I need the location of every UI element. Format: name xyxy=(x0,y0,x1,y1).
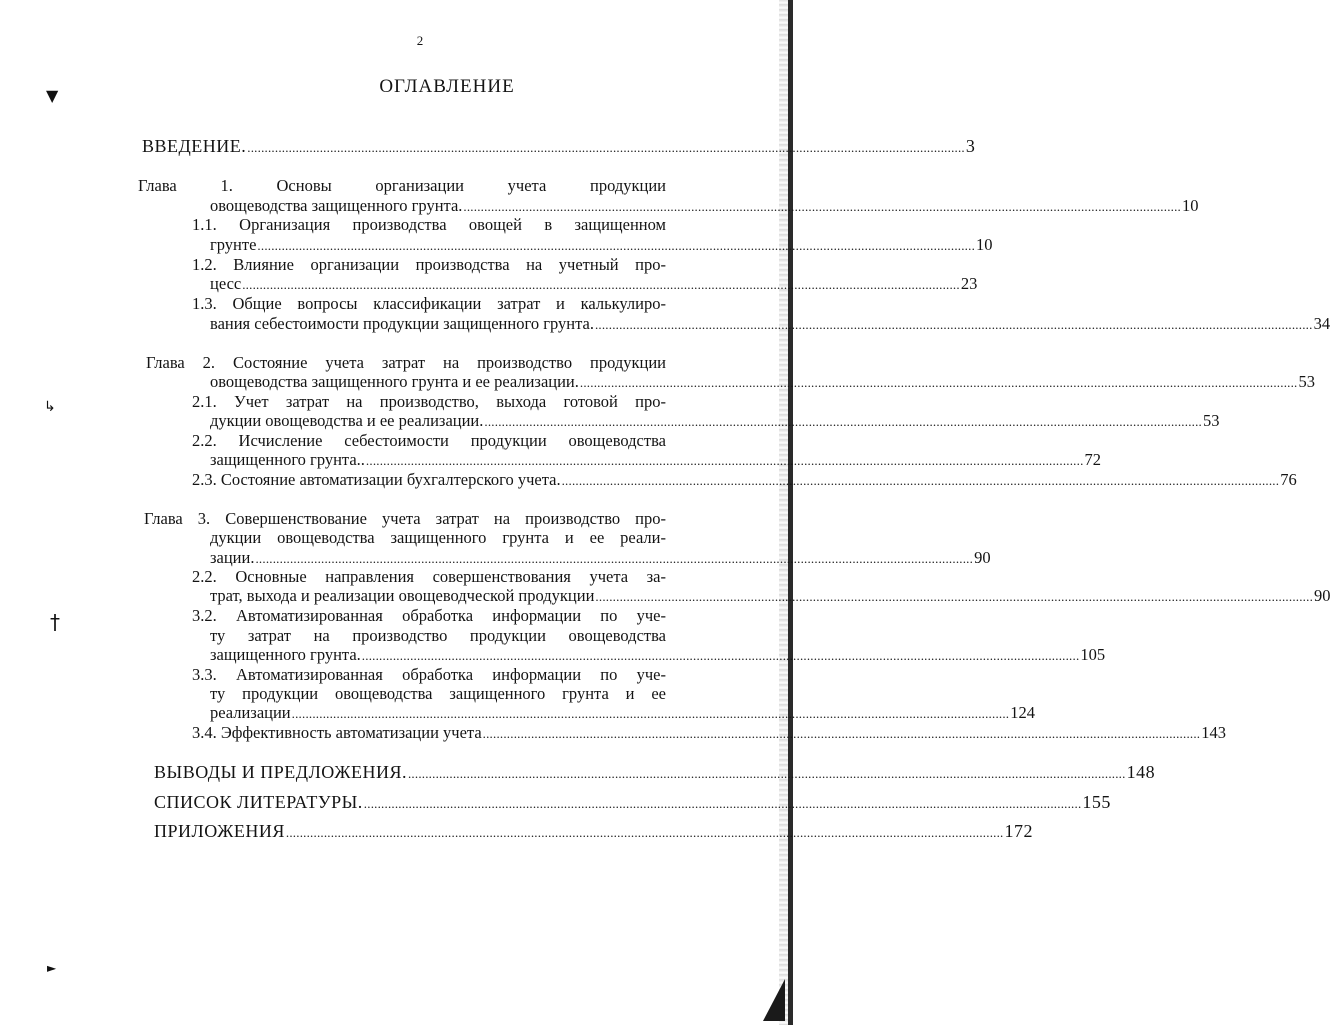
toc-literature[interactable] xyxy=(154,792,1111,812)
toc-s32-line2[interactable]: ту затрат на производство продукции овощеводства xyxy=(210,626,666,645)
toc-s13[interactable] xyxy=(210,314,1331,334)
toc-s31-page: 90 xyxy=(1314,586,1331,605)
toc-ch3-page: 90 xyxy=(974,548,991,567)
toc-appendices-page: 172 xyxy=(1004,821,1034,841)
toc-ch1-title[interactable] xyxy=(210,196,1199,216)
toc-s31[interactable] xyxy=(210,586,1331,606)
toc-s34[interactable] xyxy=(192,723,1227,743)
toc-ch3-title[interactable] xyxy=(210,548,991,568)
toc-s33-line3: реализации xyxy=(210,703,291,722)
toc-ch2-title-line1[interactable]: Глава 2. Состояние учета затрат на производство продукции xyxy=(146,353,666,372)
margin-mark-1: ▼ xyxy=(46,86,59,105)
toc-s12[interactable] xyxy=(210,274,978,294)
toc-s12-line1[interactable]: 1.2. Влияние организации производства на учетный про- xyxy=(192,255,666,274)
leader-dots: ................................................................................................................................................................................................................ xyxy=(247,140,965,155)
toc-intro-page: 3 xyxy=(965,136,976,156)
toc-ch1-page: 10 xyxy=(1182,196,1199,215)
leader-dots: ................................................................................................................................................................................................................ xyxy=(579,375,1298,390)
toc-ch2-page: 53 xyxy=(1298,372,1315,391)
toc-s12-line2: цесс xyxy=(210,274,242,293)
toc-s21-line1[interactable]: 2.1. Учет затрат на производство, выхода готовой про- xyxy=(192,392,666,411)
toc-s21-page: 53 xyxy=(1203,411,1220,430)
leader-dots: ................................................................................................................................................................................................................ xyxy=(482,726,1201,741)
leader-dots: ................................................................................................................................................................................................................ xyxy=(291,706,1010,721)
leader-dots: ................................................................................................................................................................................................................ xyxy=(463,199,1182,214)
toc-s13-page: 34 xyxy=(1313,314,1331,333)
toc-ch1-title-line1[interactable]: Глава 1. Основы организации учета продукции xyxy=(138,176,666,195)
leader-dots: ................................................................................................................................................................................................................ xyxy=(407,766,1126,781)
toc-s32-page: 105 xyxy=(1080,645,1106,664)
toc-s22-page: 72 xyxy=(1084,450,1102,469)
toc-s11-line1[interactable]: 1.1. Организация производства овощей в защищенном xyxy=(192,215,666,234)
toc-s22-line2: защищенного грунта.. xyxy=(210,450,365,469)
toc-title: ОГЛАВЛЕНИЕ xyxy=(379,76,515,97)
toc-intro[interactable] xyxy=(142,136,976,156)
toc-ch3-title-line3: зации. xyxy=(210,548,255,567)
toc-literature-label: СПИСОК ЛИТЕРАТУРЫ. xyxy=(154,792,363,812)
page-number: 2 xyxy=(416,33,424,48)
toc-s31-line2: трат, выхода и реализации овощеводческой продукции xyxy=(210,586,595,605)
toc-appendices-label: ПРИЛОЖЕНИЯ xyxy=(154,821,285,841)
toc-s33-line1[interactable]: 3.3. Автоматизированная обработка информации по уче- xyxy=(192,665,666,684)
toc-s23-page: 76 xyxy=(1280,470,1297,489)
toc-s31-line1[interactable]: 2.2. Основные направления совершенствования учета за- xyxy=(192,567,666,586)
leader-dots: ................................................................................................................................................................................................................ xyxy=(595,589,1314,604)
toc-s23-line1: 2.3. Состояние автоматизации бухгалтерского учета. xyxy=(192,470,561,489)
leader-dots: ................................................................................................................................................................................................................ xyxy=(561,473,1280,488)
toc-s21[interactable] xyxy=(210,411,1220,431)
toc-s34-line1: 3.4. Эффективность автоматизации учета xyxy=(192,723,482,742)
toc-ch2-title[interactable] xyxy=(210,372,1315,392)
toc-s32[interactable] xyxy=(210,645,1106,665)
leader-dots: ................................................................................................................................................................................................................ xyxy=(255,551,974,566)
toc-intro-label: ВВЕДЕНИЕ. xyxy=(142,136,247,156)
toc-ch3-title-line2[interactable]: дукции овощеводства защищенного грунта и ее реали- xyxy=(210,528,666,547)
leader-dots: ................................................................................................................................................................................................................ xyxy=(361,648,1080,663)
toc-appendices[interactable] xyxy=(154,821,1034,841)
leader-dots: ................................................................................................................................................................................................................ xyxy=(242,277,960,292)
scan-corner-shadow xyxy=(763,979,785,1021)
margin-mark-2: ↳ xyxy=(44,399,56,415)
toc-s11[interactable] xyxy=(210,235,993,255)
toc-ch1-title-line2: овощеводства защищенного грунта. xyxy=(210,196,463,215)
toc-ch2-title-line2: овощеводства защищенного грунта и ее реализации. xyxy=(210,372,579,391)
toc-conclusions-page: 148 xyxy=(1126,762,1156,782)
toc-s22-line1[interactable]: 2.2. Исчисление себестоимости продукции овощеводства xyxy=(192,431,666,450)
toc-s11-line2: грунте xyxy=(210,235,257,254)
toc-s11-page: 10 xyxy=(976,235,993,254)
leader-dots: ................................................................................................................................................................................................................ xyxy=(285,825,1004,840)
toc-s22[interactable] xyxy=(210,450,1102,470)
leader-dots: ................................................................................................................................................................................................................ xyxy=(594,317,1313,332)
toc-conclusions[interactable] xyxy=(154,762,1156,782)
toc-s34-page: 143 xyxy=(1201,723,1227,742)
margin-mark-3: † xyxy=(50,610,60,634)
toc-s33-line2[interactable]: ту продукции овощеводства защищенного грунта и ее xyxy=(210,684,666,703)
leader-dots: ................................................................................................................................................................................................................ xyxy=(363,796,1082,811)
leader-dots: ................................................................................................................................................................................................................ xyxy=(257,238,976,253)
toc-s21-line2: дукции овощеводства и ее реализации. xyxy=(210,411,484,430)
margin-mark-4: ► xyxy=(47,961,57,975)
toc-literature-page: 155 xyxy=(1082,792,1111,812)
toc-s13-line2: вания себестоимости продукции защищенного грунта. xyxy=(210,314,594,333)
leader-dots: ................................................................................................................................................................................................................ xyxy=(484,414,1202,429)
toc-s12-page: 23 xyxy=(960,274,978,293)
toc-s13-line1[interactable]: 1.3. Общие вопросы классификации затрат и калькулиро- xyxy=(192,294,666,313)
toc-s23[interactable] xyxy=(192,470,1297,490)
toc-s32-line1[interactable]: 3.2. Автоматизированная обработка информации по уче- xyxy=(192,606,666,625)
toc-conclusions-label: ВЫВОДЫ И ПРЕДЛОЖЕНИЯ. xyxy=(154,762,407,782)
leader-dots: ................................................................................................................................................................................................................ xyxy=(365,453,1084,468)
toc-s33-page: 124 xyxy=(1010,703,1035,722)
toc-s32-line3: защищенного грунта. xyxy=(210,645,361,664)
toc-s33[interactable] xyxy=(210,703,1035,723)
toc-ch3-title-line1[interactable]: Глава 3. Совершенствование учета затрат на производство про- xyxy=(144,509,666,528)
